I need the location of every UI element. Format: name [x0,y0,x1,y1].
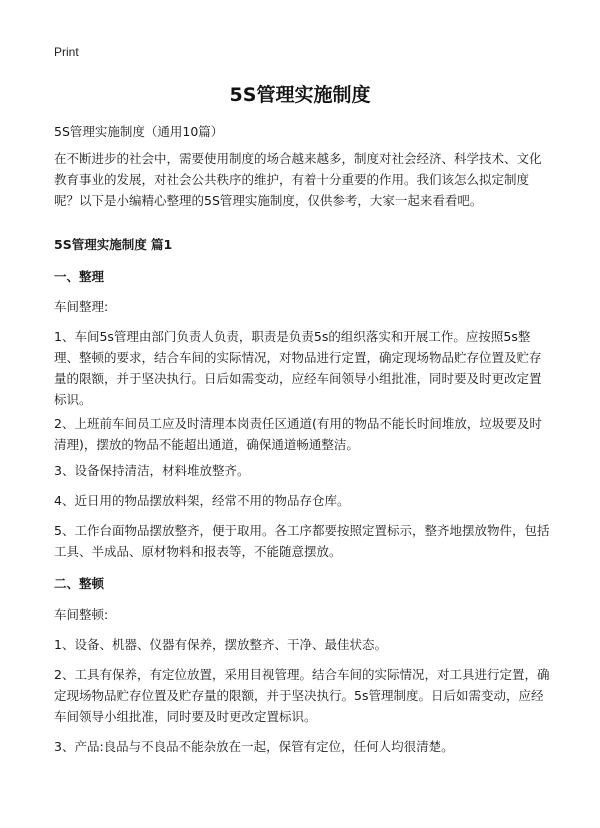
list-item: 4、近日用的物品摆放料架，经常不用的物品存仓库。 [54,493,350,508]
list-item: 2、工具有保养，有定位放置，采用目视管理。结合车间的实际情况，对工具进行定置，确定现场物品贮存位置及贮存量的限额，并于坚决执行。5s管理制度。日后如需变动，应经车间领导小组批准，同时要及时更改定置标识。 [54,667,550,724]
section-label: 车间整顿: [54,607,109,622]
list-item: 2、上班前车间员工应及时清理本岗责任区通道(有用的物品不能长时间堆放，垃圾要及时清理)，摆放的物品不能超出通道，确保通道畅通整洁。 [54,416,542,452]
print-label: Print [54,45,79,59]
list-item: 1、车间5s管理由部门负责人负责，职责是负责5s的组织落实和开展工作。应按照5s整理、整顿的要求，结合车间的实际情况，对物品进行定置，确定现场物品贮存位置及贮存量的限额，并于坚决执行。日后如需变动，应经车间领导小组批准，同时要及时更改定置标识。 [54,329,542,407]
list-item: 1、设备、机器、仪器有保养，摆放整齐、干净、最佳状态。 [54,637,387,652]
list-item: 5、工作台面物品摆放整齐，便于取用。各工序都要按照定置标示，整齐地摆放物件，包括工具、半成品、原材物料和报表等，不能随意摆放。 [54,523,550,559]
document-title: 5S管理实施制度 [229,84,371,106]
section-heading: 二、整顿 [54,576,105,591]
section-label: 车间整理: [54,299,109,314]
list-item: 3、产品:良品与不良品不能杂放在一起，保管有定位，任何人均很清楚。 [54,739,454,754]
part-title: 5S管理实施制度 篇1 [54,237,173,252]
list-item: 3、设备保持清洁，材料堆放整齐。 [54,463,250,478]
section-heading: 一、整理 [54,269,105,284]
document-subtitle: 5S管理实施制度（通用10篇） [54,124,224,139]
intro-paragraph: 在不断进步的社会中，需要使用制度的场合越来越多，制度对社会经济、科学技术、文化教育事业的发展，对社会公共秩序的维护，有着十分重要的作用。我们该怎么拟定制度呢？以下是小编精心整理的5S管理实施制度，仅供参考，大家一起来看看吧。 [54,151,542,208]
